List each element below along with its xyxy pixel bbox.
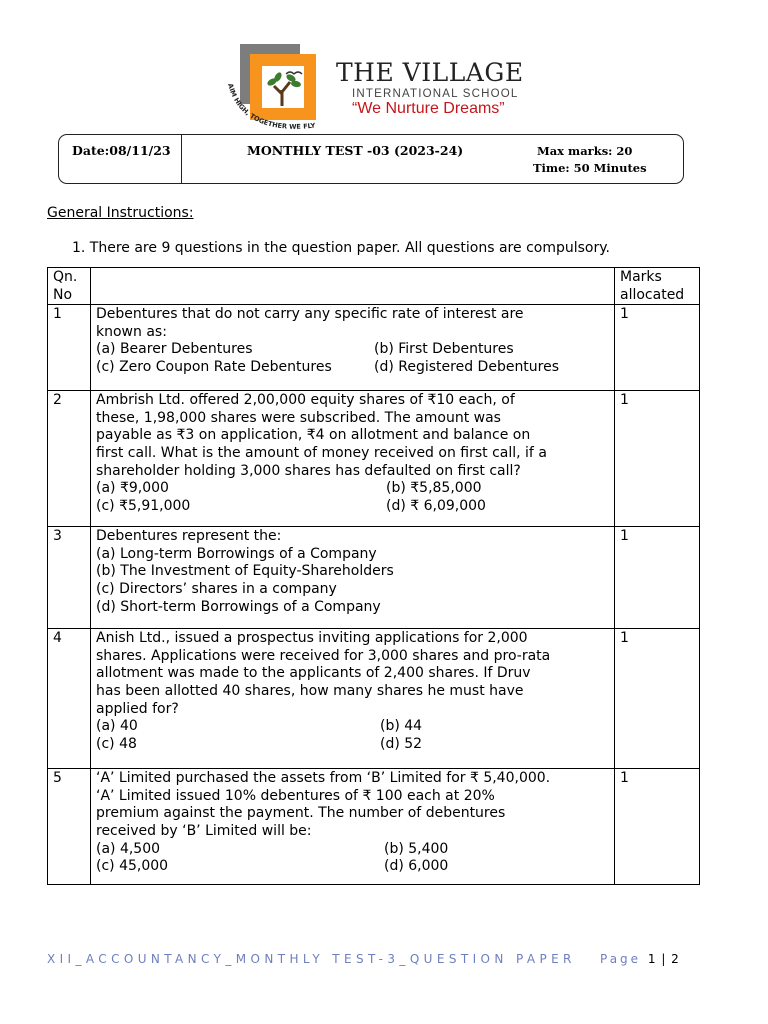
info-divider (181, 135, 182, 183)
answer-option: (d) 6,000 (384, 858, 449, 875)
header-marks: Marks allocated (615, 268, 700, 305)
question-text (91, 391, 615, 527)
answer-option: (a) Bearer Debentures (96, 341, 253, 358)
question-line: has been allotted 40 shares, how many shares he must have (96, 682, 524, 699)
table-row (48, 769, 700, 885)
table-row (48, 527, 700, 629)
answer-option: (d) ₹ 6,09,000 (386, 497, 486, 514)
question-number: 2 (48, 391, 91, 527)
question-line: known as: (96, 323, 167, 340)
test-info-box (58, 134, 684, 184)
answer-option: (c) 45,000 (96, 858, 169, 875)
option-row (96, 718, 609, 736)
answer-option: (a) ₹9,000 (96, 480, 169, 497)
table-row (48, 391, 700, 527)
option-row (96, 341, 609, 359)
answer-option: (b) 44 (380, 718, 423, 735)
question-marks: 1 (615, 629, 700, 769)
answer-option: (a) 4,500 (96, 840, 161, 857)
svg-text:AIM HIGH, TOGETHER WE FLY: AIM HIGH, TOGETHER WE FLY (226, 82, 316, 131)
school-name: THE VILLAGE (336, 58, 524, 87)
question-number: 3 (48, 527, 91, 629)
question-line: Ambrish Ltd. offered 2,00,000 equity shares of ₹10 each, of (96, 392, 515, 409)
school-logo (222, 40, 552, 132)
header-qno: Qn. No (48, 268, 91, 305)
question-marks: 1 (615, 769, 700, 885)
option-row (96, 858, 609, 876)
question-line: Anish Ltd., issued a prospectus inviting applications for 2,000 (96, 630, 528, 647)
question-line: shareholder holding 3,000 shares has defaulted on first call? (96, 462, 521, 479)
table-header-row (48, 268, 700, 305)
test-title: MONTHLY TEST -03 (2023-24) (247, 143, 464, 158)
question-line: ‘A’ Limited purchased the assets from ‘B’ Limited for ₹ 5,40,000. (96, 770, 551, 787)
option-row (96, 359, 609, 377)
answer-option: (b) First Debentures (374, 341, 514, 358)
school-tagline: “We Nurture Dreams” (352, 100, 505, 117)
max-marks: Max marks: 20 (537, 144, 633, 158)
answer-option: (b) 5,400 (384, 840, 449, 857)
question-number: 4 (48, 629, 91, 769)
option-row (96, 841, 609, 859)
question-marks: 1 (615, 527, 700, 629)
answer-option: (b) ₹5,85,000 (386, 480, 482, 497)
instructions-title: General Instructions: (47, 205, 194, 221)
table-row (48, 629, 700, 769)
instruction-item: 1. There are 9 questions in the question paper. All questions are compulsory. (72, 240, 610, 256)
question-line: premium against the payment. The number of debentures (96, 805, 506, 822)
question-text (91, 305, 615, 391)
header-question (91, 268, 615, 305)
question-line: (a) Long-term Borrowings of a Company (96, 545, 377, 562)
answer-option: (c) 48 (96, 735, 137, 752)
question-line: (d) Short-term Borrowings of a Company (96, 598, 381, 615)
question-line: payable as ₹3 on application, ₹4 on allotment and balance on (96, 427, 531, 444)
question-line: shares. Applications were received for 3,000 shares and pro-rata (96, 647, 551, 664)
question-number: 1 (48, 305, 91, 391)
school-subtitle: INTERNATIONAL SCHOOL (352, 88, 519, 100)
question-line: ‘A’ Limited issued 10% debentures of ₹ 100 each at 20% (96, 787, 495, 804)
question-line: Debentures represent the: (96, 528, 282, 545)
question-line: (c) Directors’ shares in a company (96, 580, 337, 597)
option-row (96, 480, 609, 498)
question-line: received by ‘B’ Limited will be: (96, 822, 312, 839)
question-line: (b) The Investment of Equity-Shareholders (96, 563, 394, 580)
test-duration: Time: 50 Minutes (533, 161, 647, 175)
question-line: first call. What is the amount of money received on first call, if a (96, 444, 547, 461)
page-label: Page (600, 952, 648, 966)
question-number: 5 (48, 769, 91, 885)
question-text (91, 629, 615, 769)
question-line: applied for? (96, 700, 179, 717)
option-row (96, 736, 609, 754)
answer-option: (c) ₹5,91,000 (96, 497, 191, 514)
answer-option: (d) 52 (380, 735, 423, 752)
logo-motto-arc (222, 70, 334, 140)
question-marks: 1 (615, 305, 700, 391)
answer-option: (d) Registered Debentures (374, 358, 560, 375)
page-num: 1 | 2 (647, 952, 680, 966)
question-line: allotment was made to the applicants of 2,400 shares. If Druv (96, 665, 531, 682)
question-marks: 1 (615, 391, 700, 527)
answer-option: (a) 40 (96, 718, 138, 735)
question-line: Debentures that do not carry any specific rate of interest are (96, 306, 524, 323)
footer-page-number (600, 952, 680, 966)
question-line: these, 1,98,000 shares were subscribed. The amount was (96, 409, 501, 426)
questions-table (47, 267, 700, 885)
test-date: Date:08/11/23 (72, 143, 171, 158)
question-text (91, 527, 615, 629)
answer-option: (c) Zero Coupon Rate Debentures (96, 358, 332, 375)
question-text (91, 769, 615, 885)
table-row (48, 305, 700, 391)
option-row (96, 498, 609, 516)
footer-paper-title: XII_ACCOUNTANCY_MONTHLY TEST-3_QUESTION PAPER (47, 952, 576, 966)
